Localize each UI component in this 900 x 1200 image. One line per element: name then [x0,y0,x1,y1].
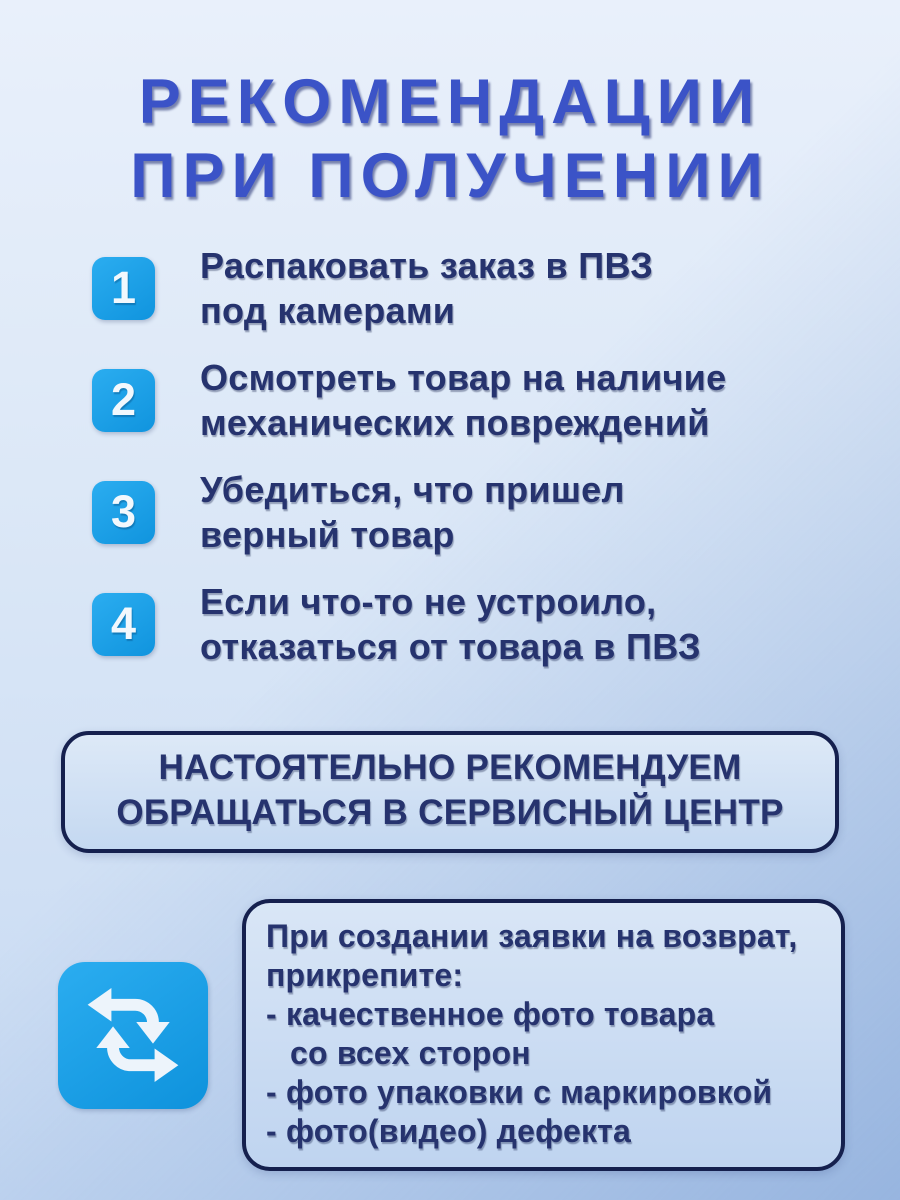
step-text [200,355,726,445]
step-text [200,467,625,557]
page-title [0,66,900,213]
return-line: При создании заявки на возврат, [266,918,798,955]
step-item-2 [92,355,860,445]
step-text-line1: Убедиться, что пришел [200,469,625,511]
step-text-line1: Если что-то не устроило, [200,581,657,623]
step-text-line1: Распаковать заказ в ПВЗ [200,245,654,287]
recommendation-banner-line2: ОБРАЩАТЬСЯ В СЕРВИСНЫЙ ЦЕНТР [116,792,784,832]
step-number-badge: 4 [92,593,155,656]
step-text-line2: механических повреждений [200,402,710,444]
return-instructions-row [58,899,845,1171]
page-title-line2: ПРИ ПОЛУЧЕНИИ [130,140,770,211]
poster [0,66,900,1200]
return-line: со всех сторон [290,1035,531,1072]
step-text-line2: верный товар [200,514,455,556]
return-line: - качественное фото товара [266,996,715,1033]
step-item-1 [92,243,860,333]
page-title-line1: РЕКОМЕНДАЦИИ [138,67,762,137]
step-text [200,579,701,669]
swap-arrows-icon [58,962,208,1109]
steps-list [92,243,860,669]
step-text-line1: Осмотреть товар на наличие [200,357,727,399]
step-text [200,243,653,333]
return-line: - фото(видео) дефекта [266,1113,632,1150]
return-instructions-box [242,899,845,1171]
step-text-line2: под камерами [200,290,456,332]
return-line: прикрепите: [266,957,464,994]
step-number-badge: 1 [92,257,155,320]
recommendation-banner [61,731,839,853]
step-number-badge: 2 [92,369,155,432]
step-text-line2: отказаться от товара в ПВЗ [200,626,701,668]
step-number-badge: 3 [92,481,155,544]
return-line: - фото упаковки с маркировкой [266,1074,773,1111]
swap-arrows-glyph [79,981,187,1089]
recommendation-banner-line1: НАСТОЯТЕЛЬНО РЕКОМЕНДУЕМ [158,748,742,788]
step-item-3 [92,467,860,557]
step-item-4 [92,579,860,669]
